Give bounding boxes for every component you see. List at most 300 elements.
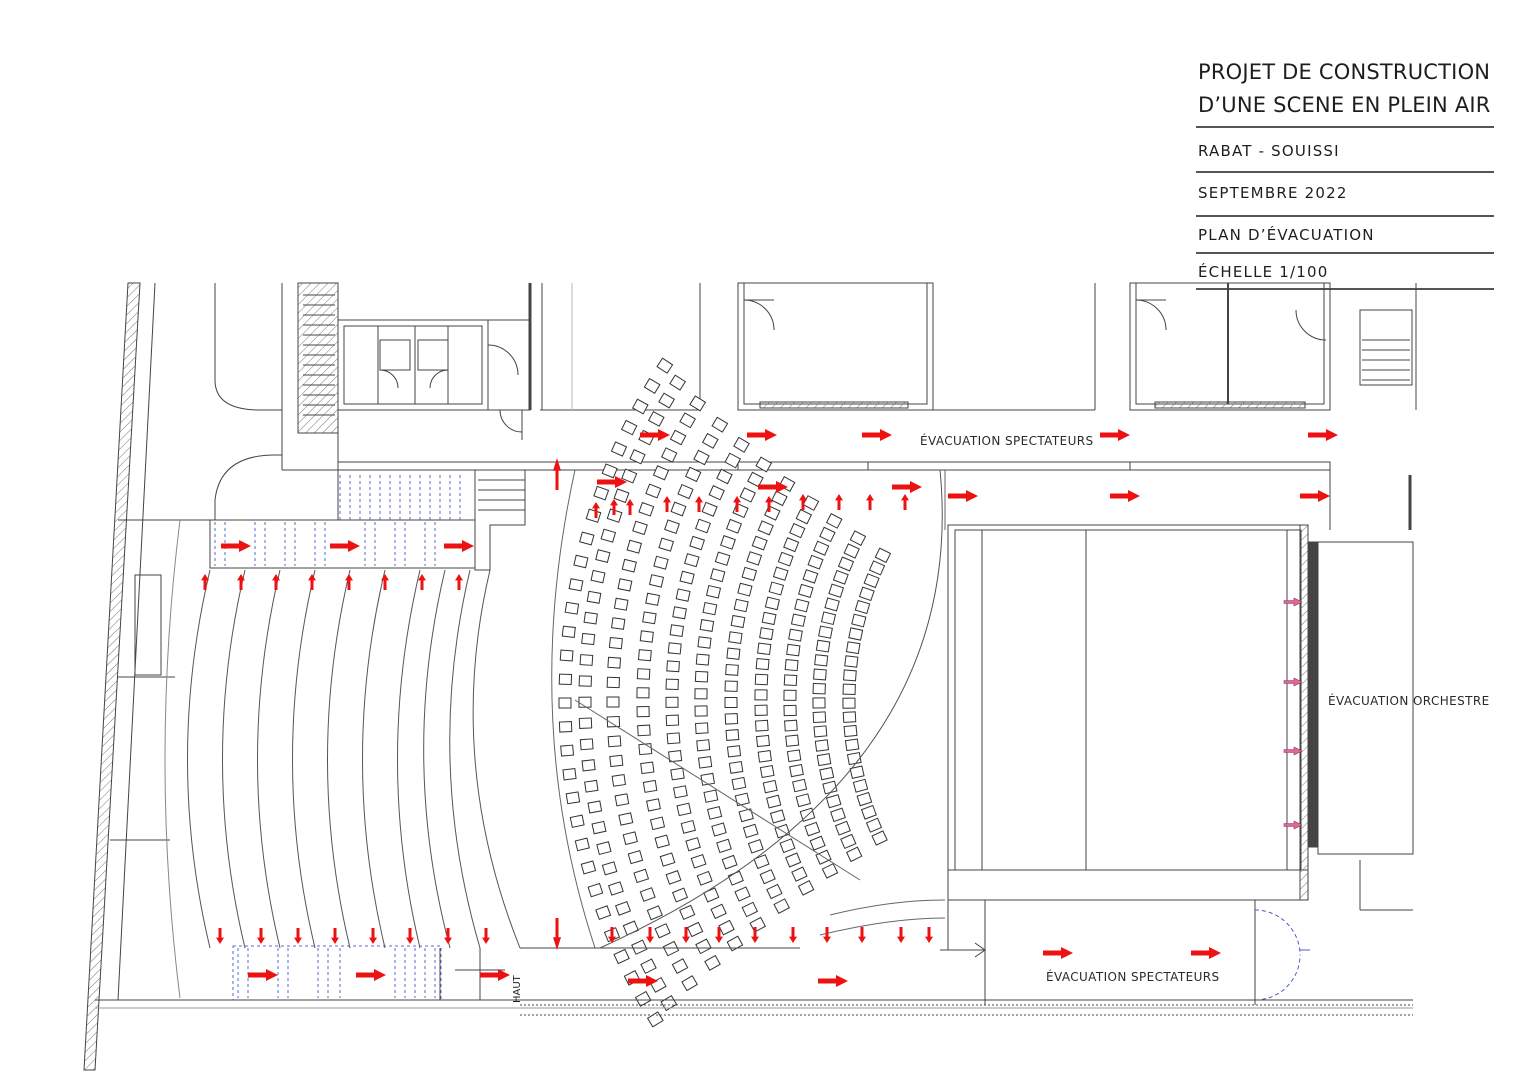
seat <box>696 654 709 665</box>
seat <box>755 690 767 700</box>
red-arrow-icon <box>553 918 561 950</box>
seat <box>785 660 798 671</box>
seat <box>733 504 748 518</box>
red-arrow-icon <box>201 574 209 590</box>
seat <box>657 358 673 373</box>
seat <box>732 777 746 789</box>
seat <box>644 379 659 394</box>
seat <box>592 821 606 833</box>
seat <box>738 583 752 596</box>
seat <box>632 940 647 954</box>
seat <box>853 779 867 792</box>
seat <box>767 795 781 808</box>
stair-treads <box>215 475 460 998</box>
seat <box>787 750 800 762</box>
evacuation-label-bottom: ÉVACUATION SPECTATEURS <box>1046 970 1220 984</box>
red-arrow-icon <box>626 499 634 515</box>
seat <box>707 586 721 598</box>
seat <box>665 520 680 533</box>
red-arrow-icon <box>789 927 797 943</box>
seat <box>839 557 854 571</box>
seat <box>607 697 619 707</box>
red-arrow-icon <box>695 496 703 512</box>
seat <box>814 726 827 737</box>
seat <box>634 869 649 882</box>
seat <box>623 921 638 935</box>
seat <box>855 600 869 613</box>
seat <box>795 599 809 612</box>
seat <box>671 768 684 780</box>
red-arrow-icon <box>1191 947 1221 959</box>
seat <box>596 906 611 920</box>
seat <box>696 939 711 953</box>
seat <box>618 579 632 591</box>
seat <box>690 536 705 549</box>
seat <box>765 506 780 520</box>
seat <box>685 554 699 567</box>
seat <box>677 803 691 815</box>
seat <box>852 614 866 627</box>
seat <box>747 552 762 565</box>
seat <box>588 883 603 896</box>
seat <box>767 884 782 898</box>
seat <box>735 887 750 901</box>
red-arrow-icon <box>553 458 561 490</box>
red-arrow-icon <box>330 540 360 552</box>
seat <box>820 527 835 541</box>
seat <box>680 905 695 919</box>
seat <box>742 902 757 916</box>
seat <box>666 697 678 707</box>
seat <box>790 765 804 777</box>
seat <box>641 959 656 973</box>
seat <box>639 744 652 755</box>
seat <box>680 571 694 584</box>
seat <box>755 720 768 731</box>
room-right <box>1130 283 1330 410</box>
seat <box>829 584 843 597</box>
seat <box>662 448 677 462</box>
seat <box>690 396 705 411</box>
seat <box>667 661 680 672</box>
red-arrow-icon <box>858 927 866 943</box>
seat <box>849 628 863 640</box>
seat <box>559 722 571 733</box>
seat <box>582 760 595 771</box>
seat <box>582 633 595 644</box>
red-arrow-icon <box>663 496 671 512</box>
seat <box>810 836 825 850</box>
seat <box>580 655 593 666</box>
seat <box>847 847 862 861</box>
seat <box>843 712 856 723</box>
red-arrow-icon <box>1300 490 1330 502</box>
red-arrow-icon <box>482 928 490 944</box>
seat <box>808 555 823 569</box>
red-arrow-icon <box>862 429 892 441</box>
seat <box>614 949 629 963</box>
seat <box>641 762 654 773</box>
seat <box>864 574 879 588</box>
seat <box>793 779 807 791</box>
seat <box>758 643 771 654</box>
seat <box>709 486 724 500</box>
seat <box>778 552 793 565</box>
seat <box>622 420 637 434</box>
seat <box>670 375 685 390</box>
project-title-line-1: PROJET DE CONSTRUCTION <box>1198 60 1491 84</box>
seat <box>574 555 588 567</box>
seat <box>580 532 594 545</box>
seat <box>633 399 648 414</box>
stage <box>948 525 1413 1005</box>
seat <box>673 888 688 902</box>
seat <box>660 853 674 866</box>
seat <box>822 612 836 624</box>
seat <box>796 510 811 524</box>
seat <box>726 730 739 741</box>
seat <box>694 450 709 464</box>
seat <box>609 882 624 895</box>
seat <box>597 842 611 855</box>
seat <box>696 519 711 533</box>
red-arrow-icon <box>925 927 933 943</box>
seat <box>591 570 605 582</box>
seat <box>845 656 858 667</box>
seat <box>565 602 578 614</box>
seat <box>814 541 829 555</box>
seat <box>671 502 686 516</box>
seat <box>640 888 655 902</box>
seat <box>791 614 805 626</box>
seat <box>796 794 810 807</box>
seat <box>822 864 837 878</box>
seat <box>614 489 629 503</box>
seat <box>703 603 717 615</box>
red-arrow-icon <box>892 481 922 493</box>
seat <box>686 467 701 481</box>
seat <box>729 632 742 644</box>
seat <box>649 412 664 427</box>
seat <box>843 698 855 708</box>
seat <box>602 862 616 875</box>
seat <box>712 823 726 836</box>
seat <box>771 810 785 823</box>
seat <box>765 597 779 610</box>
red-arrow-icon <box>444 540 474 552</box>
seat <box>686 838 700 851</box>
seat <box>570 815 584 827</box>
red-arrow-icon <box>897 927 905 943</box>
seat <box>712 417 727 432</box>
red-arrow-icon <box>818 975 848 987</box>
seat <box>755 705 767 715</box>
seat <box>789 629 803 641</box>
seat <box>562 626 575 637</box>
seat <box>813 712 825 723</box>
seat <box>637 688 649 698</box>
seat <box>752 536 767 550</box>
seat <box>786 735 799 746</box>
seat <box>559 698 571 708</box>
seat <box>717 839 731 852</box>
seat <box>560 650 573 661</box>
seat <box>655 924 670 938</box>
terrace-steps <box>165 520 520 998</box>
seat <box>587 591 601 603</box>
seat <box>609 638 622 649</box>
seat <box>596 550 610 563</box>
seat <box>717 469 732 483</box>
seat <box>843 684 855 694</box>
red-arrow-icon <box>1100 429 1130 441</box>
red-arrow-icon <box>455 574 463 590</box>
scale-text: ÉCHELLE 1/100 <box>1198 263 1329 281</box>
seat <box>742 567 756 580</box>
seat <box>702 502 717 516</box>
seat <box>639 503 654 516</box>
red-arrow-icon <box>308 574 316 590</box>
seat <box>559 674 571 684</box>
seat <box>816 640 829 652</box>
seat <box>638 725 651 736</box>
seat <box>647 906 662 920</box>
seat <box>704 790 718 802</box>
seat <box>622 559 636 572</box>
seat <box>817 754 830 766</box>
seat <box>579 718 591 728</box>
seat <box>792 867 807 881</box>
seat <box>681 821 695 834</box>
seat <box>815 655 828 666</box>
seat <box>611 442 626 456</box>
seat <box>610 755 623 766</box>
seat <box>727 746 740 757</box>
upper-left-curve <box>215 455 282 520</box>
seat <box>566 792 579 804</box>
seat <box>688 922 703 936</box>
seat <box>608 736 621 747</box>
seat <box>734 599 748 611</box>
seat <box>750 917 765 931</box>
seat <box>740 488 755 502</box>
seat <box>784 705 796 715</box>
seat <box>763 780 777 792</box>
seat <box>643 612 656 624</box>
seat <box>748 840 763 853</box>
red-arrow-icon <box>1308 429 1338 441</box>
seat <box>859 587 874 600</box>
seat <box>654 556 668 569</box>
seat <box>844 544 859 558</box>
project-title-line-2: D’UNE SCENE EN PLEIN AIR <box>1198 93 1491 117</box>
seat <box>614 598 628 610</box>
seat <box>727 936 742 951</box>
seat <box>575 838 589 851</box>
seat <box>704 888 719 902</box>
seat <box>813 698 825 708</box>
seat <box>646 484 661 498</box>
seat <box>666 715 678 725</box>
evacuation-label-top: ÉVACUATION SPECTATEURS <box>920 434 1094 448</box>
seat <box>815 740 828 751</box>
seat <box>628 851 642 864</box>
seat <box>708 807 722 820</box>
seat <box>862 806 877 820</box>
seat <box>588 801 602 813</box>
red-arrow-icon <box>646 927 654 943</box>
seat <box>673 607 687 619</box>
seat <box>663 941 678 955</box>
seat <box>784 690 796 700</box>
seat <box>594 486 609 499</box>
red-arrow-icon <box>480 969 510 981</box>
seat <box>569 579 583 591</box>
audience-seating <box>559 358 891 1027</box>
red-arrow-icon <box>823 927 831 943</box>
seat <box>579 676 591 686</box>
red-arrow-icon <box>866 494 874 510</box>
seat <box>623 832 637 845</box>
seat <box>703 434 718 449</box>
seat <box>633 521 647 534</box>
seat <box>653 466 668 480</box>
seat <box>643 780 656 792</box>
seat <box>841 834 856 848</box>
red-arrow-icon <box>294 928 302 944</box>
red-arrow-icon <box>257 928 265 944</box>
seat <box>697 871 712 885</box>
toilet-block <box>338 320 488 410</box>
seat <box>678 485 693 499</box>
seat <box>579 697 591 707</box>
seat <box>735 793 749 805</box>
seat <box>719 920 734 934</box>
seat <box>672 959 687 973</box>
seat <box>813 684 825 694</box>
upper-left-path <box>215 283 282 410</box>
red-arrow-icon <box>331 928 339 944</box>
stair-up-label: HAUT <box>512 975 523 1003</box>
seat <box>727 519 742 533</box>
seat <box>760 628 773 640</box>
sheet-name-text: PLAN D’ÉVACUATION <box>1198 226 1375 244</box>
seat <box>666 679 678 689</box>
seat <box>827 795 841 808</box>
seat <box>805 822 820 835</box>
top-right-stair <box>1360 310 1412 385</box>
seat <box>640 631 653 642</box>
seat <box>726 665 739 676</box>
red-arrow-icon <box>248 969 278 981</box>
seat <box>722 855 737 869</box>
seat <box>637 669 649 680</box>
seat <box>755 674 767 685</box>
room-center <box>738 283 933 410</box>
seat <box>803 570 818 583</box>
red-arrow-icon <box>406 928 414 944</box>
seat <box>786 853 801 867</box>
seat <box>867 818 882 832</box>
seat <box>769 582 783 595</box>
seat <box>581 861 595 874</box>
seat <box>728 871 743 885</box>
seat <box>711 569 725 582</box>
seat <box>758 521 773 535</box>
seat <box>845 739 858 751</box>
seat <box>784 675 796 686</box>
seat <box>659 393 674 408</box>
seat <box>857 793 871 806</box>
seat <box>627 540 641 553</box>
seat <box>820 767 834 779</box>
seat <box>814 669 827 680</box>
seat <box>586 509 600 522</box>
seat <box>725 714 737 724</box>
red-arrow-icon <box>369 928 377 944</box>
seat <box>698 637 711 648</box>
seat <box>674 786 688 798</box>
seat <box>711 904 726 918</box>
evacuation-label-orchestra: ÉVACUATION ORCHESTRE <box>1328 694 1490 708</box>
seat <box>831 808 846 821</box>
seat <box>850 531 865 545</box>
seat <box>760 766 774 778</box>
seat <box>743 824 757 837</box>
seat <box>727 648 740 659</box>
seat <box>774 899 789 913</box>
seat <box>825 598 839 611</box>
seat <box>696 723 709 734</box>
red-arrow-icon <box>356 969 386 981</box>
seat <box>666 871 681 884</box>
seat <box>695 706 707 716</box>
seat <box>670 430 685 444</box>
seat <box>612 775 625 787</box>
seat <box>756 659 769 670</box>
seat <box>731 616 745 628</box>
seat <box>700 620 713 632</box>
seat <box>721 536 736 549</box>
seat <box>772 491 787 505</box>
seat <box>819 626 833 638</box>
seat <box>785 720 798 731</box>
seat <box>790 524 805 538</box>
seat <box>734 437 749 452</box>
seat <box>827 514 842 528</box>
seat <box>697 740 710 751</box>
seat <box>667 733 680 744</box>
seat <box>725 697 737 707</box>
location-text: RABAT - SOUISSI <box>1198 142 1340 160</box>
seat <box>651 817 665 830</box>
red-arrow-icon <box>948 490 978 502</box>
red-arrow-icon <box>747 429 777 441</box>
seat <box>836 821 851 835</box>
seat <box>636 992 651 1007</box>
seat <box>637 706 649 716</box>
seat <box>680 413 695 428</box>
seat <box>584 612 597 624</box>
seat <box>563 769 576 780</box>
seat <box>725 681 737 691</box>
red-arrow-icon <box>1110 490 1140 502</box>
seat <box>773 567 787 580</box>
seat <box>798 881 813 895</box>
seat <box>784 538 799 552</box>
seat <box>648 1012 663 1027</box>
seat <box>619 813 633 825</box>
